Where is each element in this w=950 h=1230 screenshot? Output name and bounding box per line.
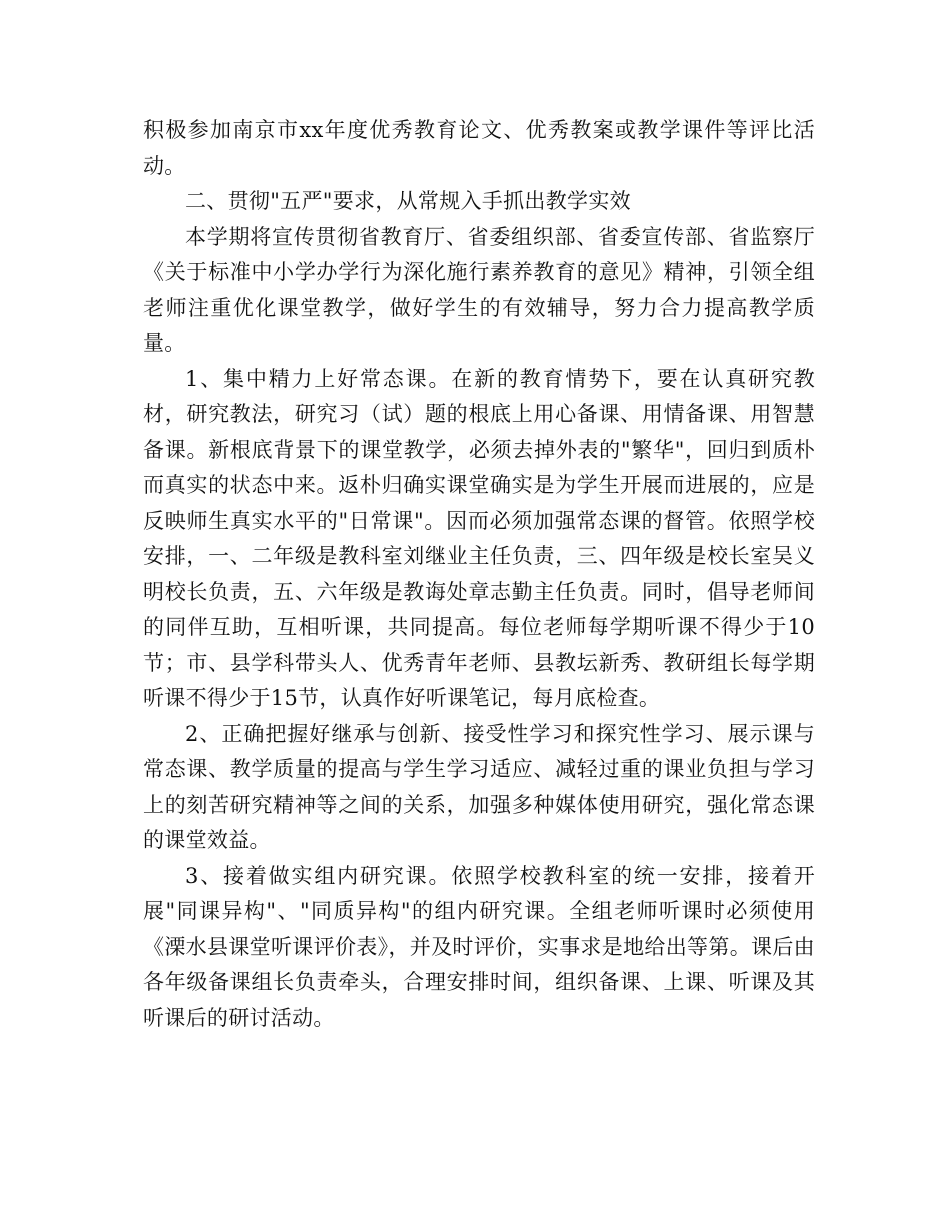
paragraph-intro: 本学期将宣传贯彻省教育厅、省委组织部、省委宣传部、省监察厅《关于标准中小学办学行为深化施行素养教育的意见》精神，引领全组老师注重优化课堂教学，做好学生的有效辅导，努力合力提高教学质量。 [143,224,815,355]
section-heading: 二、贯彻"五严"要求，从常规入手抓出教学实效 [185,189,631,213]
document-body [143,113,815,1036]
paragraph-item-3: 3、接着做实组内研究课。依照学校教科室的统一安排，接着开展"同课异构"、"同质异构"的组内研究课。全组老师听课时必须使用《溧水县课堂听课评价表》，并及时评价，实事求是地给出等第。课后由各年级备课组长负责牵头，合理安排时间，组织备课、上课、听课及其听课后的研讨活动。 [143,863,815,1030]
paragraph-item-1: 1、集中精力上好常态课。在新的教育情势下，要在认真研究教材，研究教法，研究习（试）题的根底上用心备课、用情备课、用智慧备课。新根底背景下的课堂教学，必须去掉外表的"繁华"，回归到质朴而真实的状态中来。返朴归确实课堂确实是为学生开展而进展的，应是反映师生真实水平的"日常课"。因而必须加强常态课的督管。依照学校安排，一、二年级是教科室刘继业主任负责，三、四年级是校长室吴义明校长负责，五、六年级是教诲处章志勤主任负责。同时，倡导老师间的同伴互助，互相听课，共同提高。每位老师每学期听课不得少于10节；市、县学科带头人、优秀青年老师、县教坛新秀、教研组长每学期听课不得少于15节，认真作好听课笔记，每月底检查。 [143,366,815,710]
paragraph-continuation: 积极参加南京市xx年度优秀教育论文、优秀教案或教学课件等评比活动。 [143,118,815,178]
paragraph-item-2: 2、正确把握好继承与创新、接受性学习和探究性学习、展示课与常态课、教学质量的提高与学生学习适应、减轻过重的课业负担与学习上的刻苦研究精神等之间的关系，加强多种媒体使用研究，强化常态课的课堂效益。 [143,721,815,852]
